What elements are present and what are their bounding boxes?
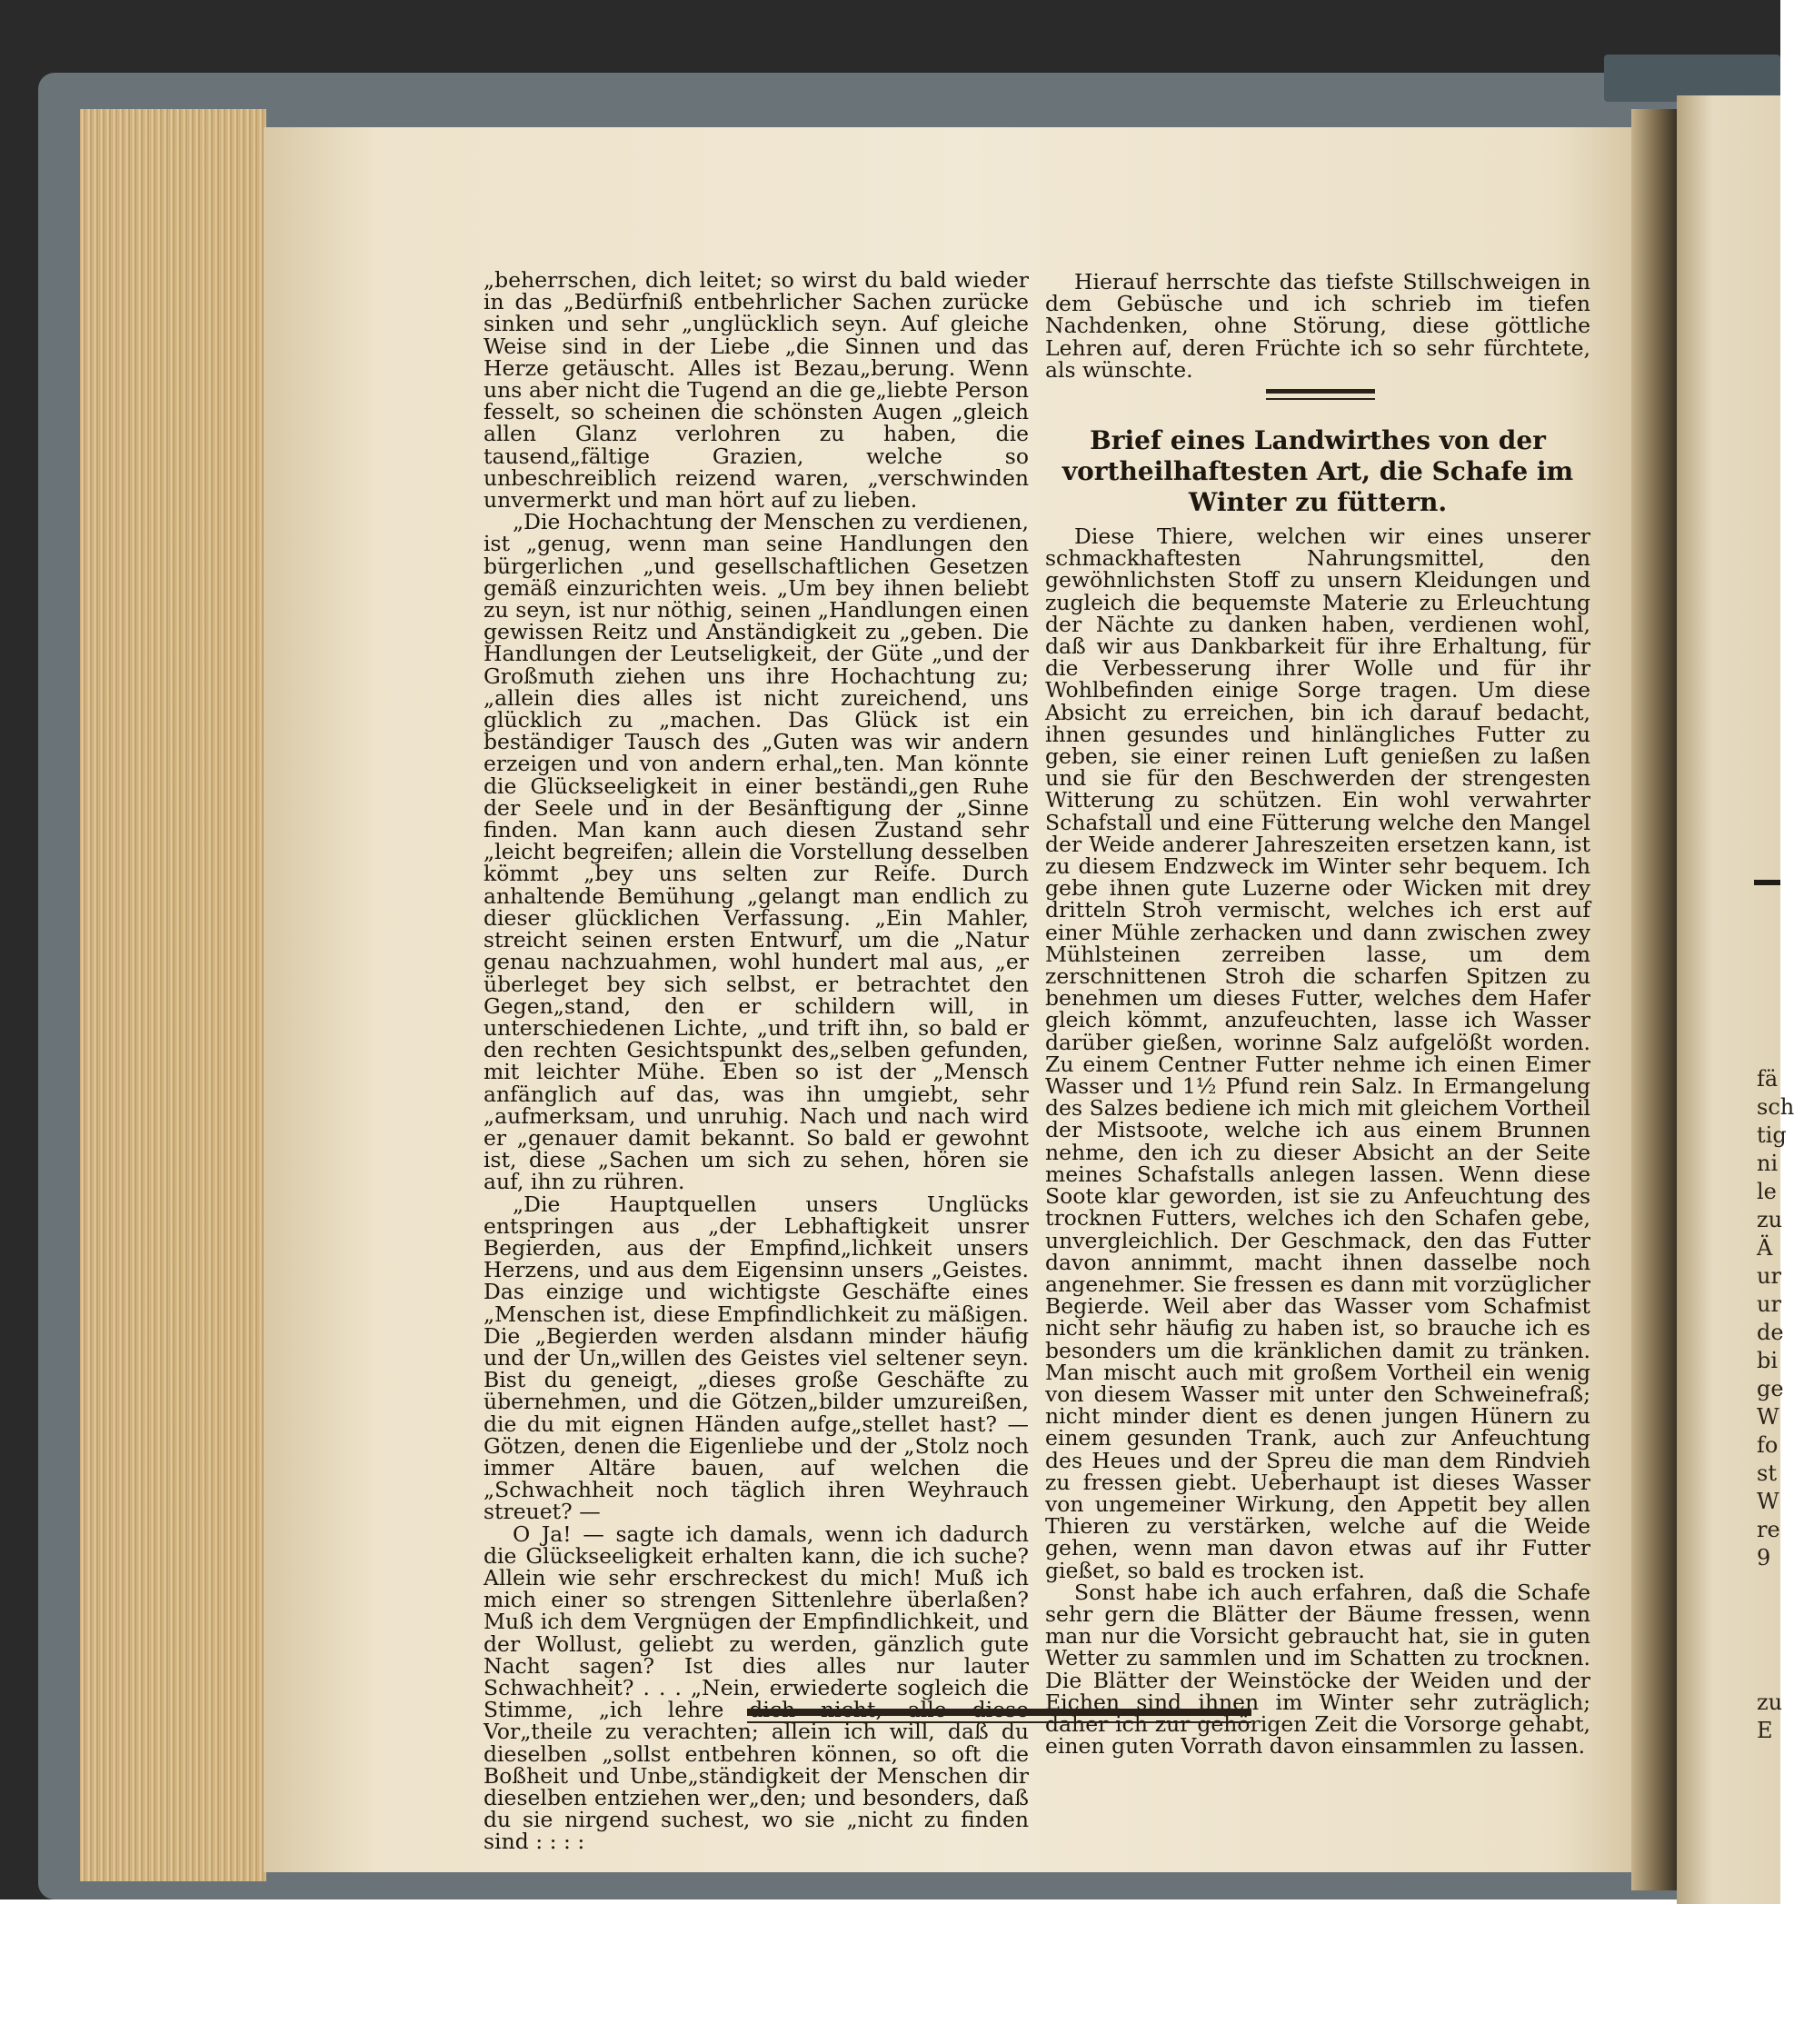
book-gutter <box>1631 109 1677 1890</box>
right-text-column-top <box>1045 271 1590 381</box>
right-paragraph-1: Diese Thiere, welchen wir eines unserer schmackhaftesten Nahrungsmittel, den gewöhnlichsten Stoff zu unsern Kleidungen und zugleich die bequemste Materie zu Erleuchtung der Nächte zu danken haben, verdienen wohl, daß wir aus Dankbarkeit für ihre Erhaltung, für die Verbesserung ihrer Wolle und für ihr Wohlbefinden einige Sorge tragen. Um diese Absicht zu erreichen, bin ich darauf bedacht, ihnen gesundes und hinlängliches Futter zu geben, sie einer reinen Luft genießen zu laßen und sie für den Beschwerden der strengesten Witterung zu schützen. Ein wohl verwahrter Schafstall und eine Fütterung welche den Mangel der Weide anderer Jahreszeiten ersetzen kann, ist zu diesem Endzweck im Winter sehr bequem. Ich gebe ihnen gute Luzerne oder Wicken mit drey dritteln Stroh vermischt, welches ich erst auf einer Mühle zerhacken und dann zwischen zwey Mühlsteinen zerreiben lasse, um dem zerschnittenen Stroh die scharfen Spitzen zu benehmen um dieses Futter, welches dem Hafer gleich kömmt, anzufeuchten, lasse ich Wasser darüber gießen, worinne Salz aufgelößt worden. Zu einem Centner Futter nehme ich einen Eimer Wasser und 1½ Pfund rein Salz. In Ermangelung des Salzes bediene ich mich mit gleichem Vortheil der Mistsoote, welche ich aus einem Brunnen nehme, den ich zu dieser Absicht an der Seite meines Schafstalls anlegen lassen. Wenn diese Soote klar geworden, ist sie zu Anfeuchtung des trocknen Futters, welches ich den Schafen gebe, unvergleichlich. Der Geschmack, den das Futter davon annimmt, macht ihnen dasselbe noch angenehmer. Sie fressen es dann mit vorzüglicher Begierde. Weil aber das Wasser vom Schafmist nicht sehr häufig zu haben ist, so brauche ich es besonders um die kränklichen damit zu tränken. Man mischt auch mit großem Vortheil ein wenig von diesem Wasser mit unter den Schweinefraß; nicht minder dient es denen jungen Hünern zu einem gesunden Trank, auch zur Anfeuchtung des Heues und der Spreu die man dem Rindvieh zu fressen giebt. Ueberhaupt ist dieses Wasser von ungemeiner Wirkung, den Appetit bey allen Thieren zu verstärken, welche auf die Weide gehen, wenn man davon etwas auf ihr Futter gießet, so bald es trocken ist. <box>1045 523 1590 1583</box>
article-heading: Brief eines Landwirthes von der vortheilhaftesten Art, die Schafe im Winter zu füttern. <box>1061 425 1574 517</box>
left-paragraph-2: „Die Hochachtung der Menschen zu verdienen, ist „genug, wenn man seine Handlungen den bürgerlichen „und gesellschaftlichen Gesetzen gemäß einzurichten weis. „Um bey ihnen beliebt zu seyn, ist nur nöthig, seinen „Handlungen einen gewissen Reitz und Anständigkeit zu „geben. Die Handlungen der Leutseligkeit, der Güte „und der Großmuth ziehen uns ihre Hochachtung zu; „allein dies alles ist nicht zureichend, uns glücklich zu „machen. Das Glück ist ein beständiger Tausch des „Guten was wir andern erzeigen und von andern erhal„ten. Man könnte die Glückseeligkeit in einer beständi„gen Ruhe der Seele und in der Besänftigung der „Sinne finden. Man kann auch diesen Zustand sehr „leicht begreifen; allein die Vorstellung desselben kömmt „bey uns selten zur Reife. Durch anhaltende Bemühung „gelangt man endlich zu dieser glücklichen Verfassung. „Ein Mahler, streicht seinen ersten Entwurf, um die „Natur genau nachzuahmen, wohl hundert mal aus, „er überleget bey sich selbst, er betrachtet den Gegen„stand, den er schildern will, in unterschiedenen Lichte, „und trift ihn, so bald er den rechten Gesichtspunkt des„selben gefunden, mit leichter Mühe. Eben so ist der „Mensch anfänglich auf das, was ihn umgiebt, sehr „aufmerksam, und unruhig. Nach und nach wird er „genauer damit bekannt. So bald er gewohnt ist, diese „Sachen um sich zu sehen, hören sie auf, ihn zu rühren. <box>483 509 1029 1195</box>
left-paragraph-3: „Die Hauptquellen unsers Unglücks entspringen aus „der Lebhaftigkeit unsrer Begierden, aus der Empfind„lichkeit unsers Herzens, und aus dem Eigensinn unsers „Geistes. Das einzige und wichtigste Geschäfte eines „Menschen ist, diese Empfindlichkeit zu mäßigen. Die „Begierden werden alsdann minder häufig und der Un„willen des Geistes viel seltener seyn. Bist du geneigt, „dieses große Geschäfte zu übernehmen, und die Götzen„bilder umzureißen, die du mit eignen Händen aufge„stellet hast? — Götzen, denen die Eigenliebe und der „Stolz noch immer Altäre bauen, auf welchen die „Schwachheit noch täglich ihren Weyhrauch streuet? — <box>483 1191 1029 1525</box>
fragment: fo <box>1757 1432 1779 1458</box>
right-text-column-body <box>1045 523 1590 1760</box>
fragment: ge <box>1757 1376 1784 1401</box>
fragment: sch <box>1757 1094 1794 1120</box>
fragment: tig <box>1757 1122 1787 1148</box>
margin-dash-mark <box>1754 880 1780 885</box>
fragment: ur <box>1757 1291 1781 1317</box>
fragment: 9 <box>1757 1545 1771 1570</box>
right-paragraph-2: Sonst habe ich auch erfahren, daß die Schafe sehr gern die Blätter der Bäume fressen, wenn man nur die Vorsicht gebraucht hat, sie in guten Wetter zu sammlen und im Schatten zu trocknen. Die Blätter der Weinstöcke der Weiden und der Eichen sind ihnen im Winter sehr zuträglich; daher ich zur gehörigen Zeit die Vorsorge gehabt, einen guten Vorrath davon einsammlen zu lassen. <box>1045 1579 1590 1760</box>
left-paragraph-4: O Ja! — sagte ich damals, wenn ich dadurch die Glückseeligkeit erhalten kann, die ich suche? Allein wie sehr erschreckest du mich! Muß ich mich einer so strengen Sittenlehre überlaßen? Muß ich dem Vergnügen der Empfindlichkeit, und der Wollust, geliebt zu werden, gänzlich gute Nacht sagen? Ist dies alles nur lauter Schwachheit? . . . „Nein, erwiederte sogleich die Stimme, „ich lehre dich nicht, alle diese Vor„theile zu verachten; allein ich will, daß du dieselben „sollst entbehren können, so oft die Boßheit und Unbe„ständigkeit der Menschen dir dieselben entziehen wer„den; und besonders, daß du sie nirgend suchest, wo sie „nicht zu finden sind : : : : <box>483 1521 1029 1855</box>
fragment: le <box>1757 1179 1777 1204</box>
fragment: st <box>1757 1461 1777 1486</box>
next-page-fragments-bottom <box>1757 1689 1783 1745</box>
section-divider-rule <box>1266 389 1375 400</box>
fragment: bi <box>1757 1348 1779 1373</box>
fragment: zu <box>1757 1207 1783 1232</box>
fragment: Ä <box>1757 1235 1773 1261</box>
left-text-column <box>483 269 1029 1853</box>
fragment: W <box>1757 1404 1779 1430</box>
fragment: zu <box>1757 1690 1783 1715</box>
stacked-page-edges <box>80 109 266 1881</box>
fragment: de <box>1757 1320 1784 1345</box>
fragment: re <box>1757 1517 1780 1542</box>
fragment: E <box>1757 1718 1773 1743</box>
next-page-fragments <box>1757 1065 1794 1572</box>
fragment: W <box>1757 1489 1779 1514</box>
end-rule <box>747 1709 1251 1723</box>
right-page-sliver <box>1677 95 1794 1904</box>
left-paragraph-1: „beherrschen, dich leitet; so wirst du bald wieder in das „Bedürfniß entbehrlicher Sachen zurücke sinken und sehr „unglücklich seyn. Auf gleiche Weise sind in der Liebe „die Sinnen und das Herze getäuscht. Alles ist Bezau„berung. Wenn uns aber nicht die Tugend an die ge„liebte Person fesselt, so scheinen die schönsten Augen „gleich allen Glanz verlohren zu haben, die tausend„fältige Grazien, welche so unbeschreiblich reizend waren, „verschwinden unvermerkt und man hört auf zu lieben. <box>483 267 1029 513</box>
right-paragraph-closing: Hierauf herrschte das tiefste Stillschweigen in dem Gebüsche und ich schrieb im tiefen Nachdenken, ohne Störung, diese göttliche Lehren auf, deren Früchte ich so sehr fürchtete, als wünschte. <box>1045 269 1590 383</box>
fragment: ni <box>1757 1151 1779 1176</box>
fragment: fä <box>1757 1066 1779 1092</box>
fragment: ur <box>1757 1263 1781 1289</box>
